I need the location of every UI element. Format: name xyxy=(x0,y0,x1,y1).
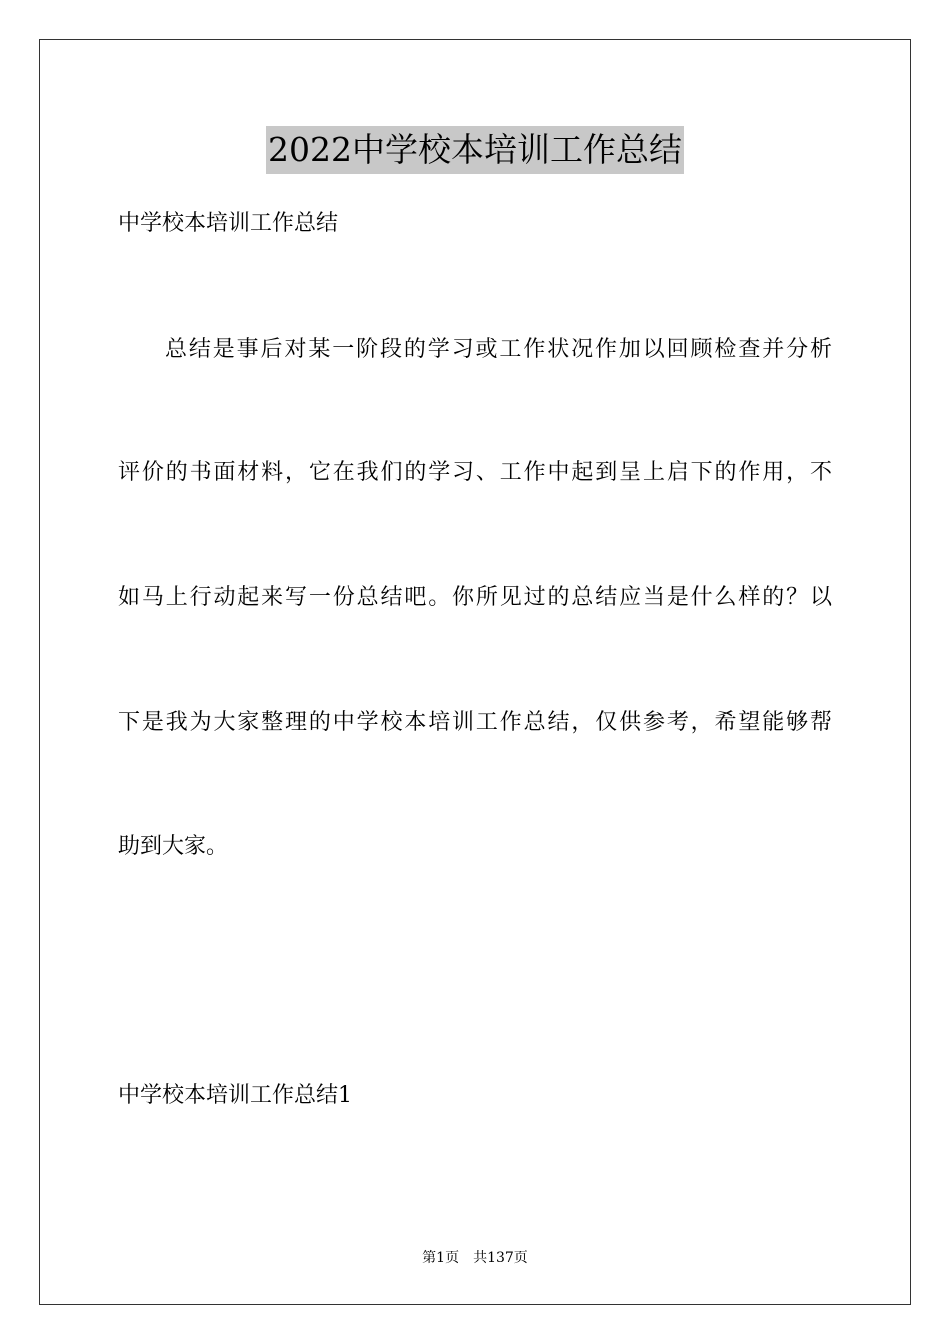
document-subtitle: 中学校本培训工作总结 xyxy=(118,211,339,236)
title-container xyxy=(0,126,950,174)
document-title: 2022中学校本培训工作总结 xyxy=(266,126,684,174)
section-heading: 中学校本培训工作总结1 xyxy=(118,1083,352,1108)
paragraph-line: 助到大家。 xyxy=(118,834,229,859)
paragraph-line: 评价的书面材料，它在我们的学习、工作中起到呈上启下的作用，不 xyxy=(118,460,832,485)
paragraph-line: 如马上行动起来写一份总结吧。你所见过的总结应当是什么样的？以 xyxy=(118,585,832,610)
paragraph-line: 下是我为大家整理的中学校本培训工作总结，仅供参考，希望能够帮 xyxy=(118,710,832,735)
page-footer xyxy=(0,1248,950,1268)
page-number-label: 第1页 共137页 xyxy=(422,1250,528,1266)
paragraph-line: 总结是事后对某一阶段的学习或工作状况作加以回顾检查并分析 xyxy=(165,337,832,362)
